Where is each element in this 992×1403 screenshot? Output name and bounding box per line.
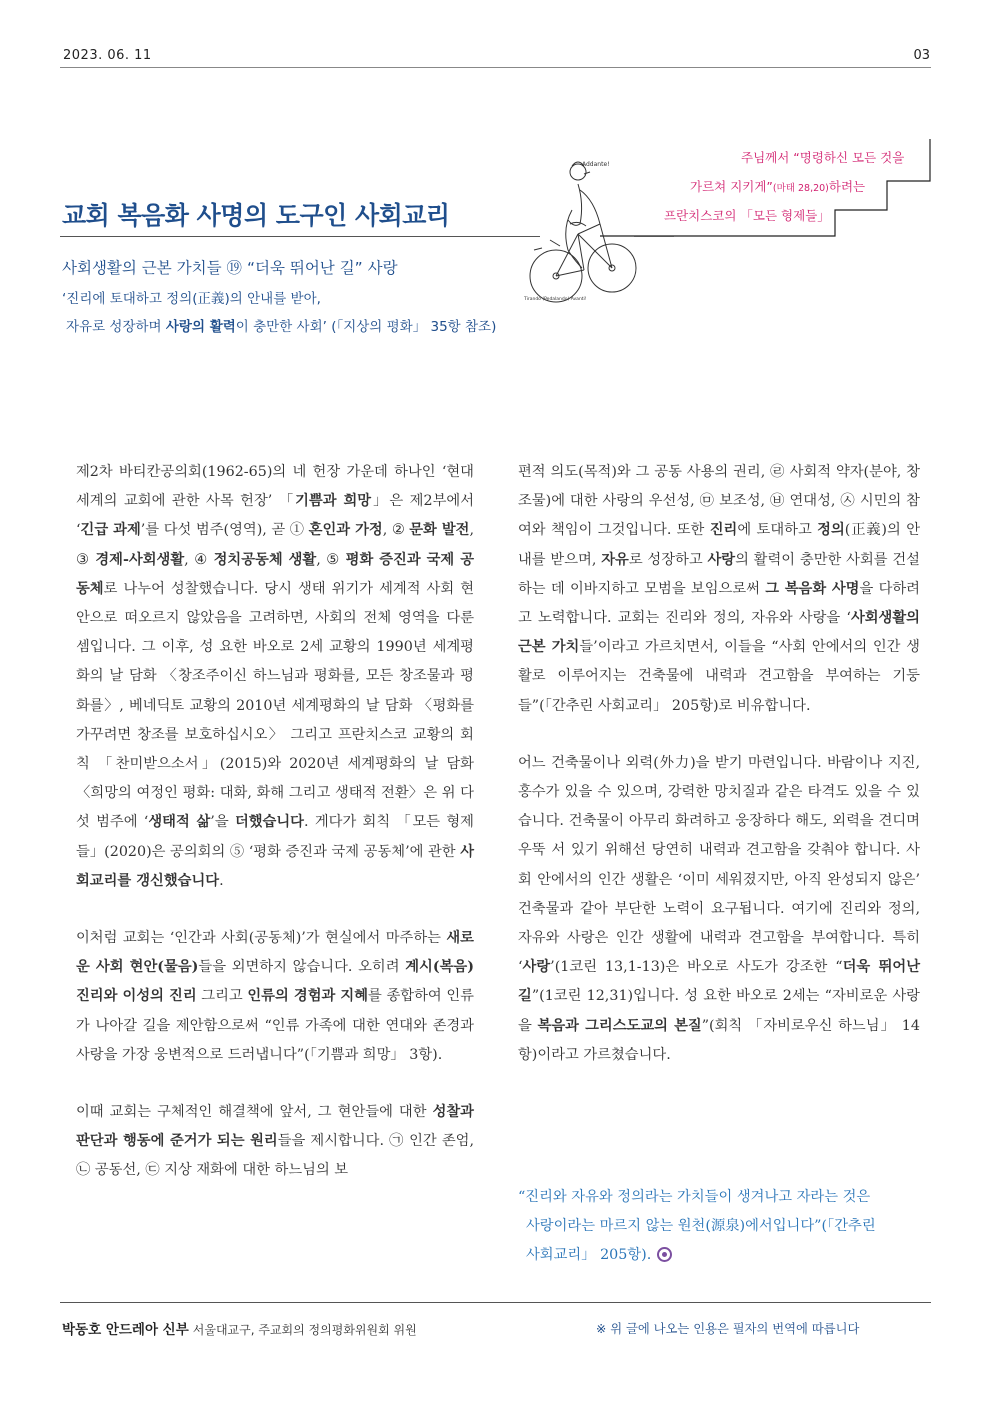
title-rule bbox=[60, 236, 540, 237]
lead-quote-line1: ‘진리에 토대하고 정의(正義)의 안내를 받아, bbox=[62, 291, 321, 307]
paragraph: 어느 건축물이나 외력(外力)을 받기 마련입니다. 바람이나 지진, 홍수가 있을 수 있으며, 강력한 망치질과 같은 타격도 있을 수 있습니다. 건축물이 아무리 화려하고 웅장하다 해도, 외력을 견디며 우뚝 서 있기 위해선 당연히 내력과 견고함을 갖춰야 합니다. 사회 안에서의 인간 생활은 ‘이미 세워졌지만, 아직 완성되지 않은’ 건축물과 같아 부단한 노력이 요구됩니다. 여기에 진리와 정의, 자유와 사랑은 인간 생활에 내력과 견고함을 부여합니다. 특히 ‘사랑’(1코린 13,1-13)은 바오로 사도가 강조한 “더욱 뛰어난 길”(1코린 12,31)입니다. 성 요한 바오로 2세는 “자비로운 사랑을 복음과 그리스도교의 본질”(회칙 「자비로우신 하느님」 14항)이라고 가르쳤습니다. bbox=[518, 754, 921, 1063]
illustration-label-top: Addante! bbox=[582, 161, 610, 168]
article-subtitle: 사회생활의 근본 가치들 ⑲ “더욱 뛰어난 길” 사랑 bbox=[62, 259, 398, 277]
closing-quote bbox=[518, 1183, 928, 1270]
bottom-rule bbox=[60, 1302, 931, 1303]
body-column-left bbox=[76, 458, 474, 1214]
stair-text-line1: 주님께서 “명령하신 모든 것을 bbox=[741, 150, 905, 165]
closing-quote-line1: “진리와 자유와 정의라는 가치들이 생겨나고 자라는 것은 bbox=[518, 1189, 871, 1205]
issue-date: 2023. 06. 11 bbox=[63, 48, 152, 63]
paragraph: 이때 교회는 구체적인 해결책에 앞서, 그 현안들에 대한 성찰과 판단과 행동에 준거가 되는 원리들을 제시합니다. ㉠ 인간 존엄, ㉡ 공동선, ㉢ 지상 재화에 대한 하느님의 보 bbox=[76, 1104, 474, 1179]
author-credit: 박동호 안드레아 신부 서울대교구, 주교회의 정의평화위원회 위원 bbox=[62, 1322, 417, 1338]
closing-quote-line3: 사회교리」 205항). bbox=[518, 1241, 928, 1270]
end-mark-icon bbox=[657, 1247, 672, 1262]
body-column-right bbox=[518, 458, 920, 1098]
stair-text-line2: 가르쳐 지키게”(마태 28,20)하려는 bbox=[690, 179, 866, 194]
paragraph: 이처럼 교회는 ‘인간과 사회(공동체)’가 현실에서 마주하는 새로운 사회 현안(물음)들을 외면하지 않습니다. 오히려 계시(복음) 진리와 이성의 진리 그리고 인류의 경험과 지혜를 종합하여 인류가 나아갈 길을 제안함으로써 “인류 가족에 대한 연대와 존경과 사랑을 가장 웅변적으로 드러냅니다”(「기쁨과 희망」 3항). bbox=[76, 930, 474, 1063]
paragraph: 제2차 바티칸공의회(1962-65)의 네 헌장 가운데 하나인 ‘현대 세계의 교회에 관한 사목 헌장’ 「기쁨과 희망」은 제2부에서 ‘긴급 과제’를 다섯 범주(영역), 곧 ① 혼인과 가정, ② 문화 발전, ③ 경제-사회생활, ④ 정치공동체 생활, ⑤ 평화 증진과 국제 공동체로 나누어 성찰했습니다. 당시 생태 위기가 세계적 사회 현안으로 떠오르지 않았음을 고려하면, 사회의 전체 영역을 다룬 셈입니다. 그 이후, 성 요한 바오로 2세 교황의 1990년 세계평화의 날 담화 〈창조주이신 하느님과 평화를, 모든 창조물과 평화를〉, 베네딕토 교황의 2010년 세계평화의 날 담화 〈평화를 가꾸려면 창조를 보호하십시오〉 그리고 프란치스코 교황의 회칙 「찬미받으소서」(2015)와 2020년 세계평화의 날 담화 〈희망의 여정인 평화: 대화, 화해 그리고 생태적 전환〉은 위 다섯 범주에 ‘생태적 삶’을 더했습니다. 게다가 회칙 「모든 형제들」(2020)은 공의회의 ⑤ ‘평화 증진과 국제 공동체’에 관한 사회교리를 갱신했습니다. bbox=[76, 464, 475, 889]
lead-quote-line2: 자유로 성장하며 사랑의 활력이 충만한 사회’ (「지상의 평화」 35항 참조) bbox=[66, 319, 497, 335]
article-title: 교회 복음화 사명의 도구인 사회교리 bbox=[62, 201, 450, 230]
illustration-label-bottom: Tirando (Pedalando) Avanti! bbox=[524, 297, 587, 302]
translation-note: ※ 위 글에 나오는 인용은 필자의 번역에 따릅니다 bbox=[596, 1322, 860, 1336]
title-rule-right bbox=[634, 236, 674, 237]
paragraph: 편적 의도(목적)와 그 공동 사용의 권리, ㉣ 사회적 약자(분야, 창조물)에 대한 사랑의 우선성, ㉤ 보조성, ㉥ 연대성, ㉦ 시민의 참여와 책임이 그것입니다. 또한 진리에 토대하고 정의(正義)의 안내를 받으며, 자유로 성장하고 사랑의 활력이 충만한 사회를 건설하는 데 이바지하고 모범을 보임으로써 그 복음화 사명을 다하려고 노력합니다. 교회는 진리와 정의, 자유와 사랑을 ‘사회생활의 근본 가치들’이라고 가르치면서, 이들을 “사회 안에서의 인간 생활로 이루어지는 건축물에 내력과 견고함을 부여하는 기둥들”(「간추린 사회교리」 205항)로 비유합니다. bbox=[518, 464, 920, 714]
closing-quote-line2: 사랑이라는 마르지 않는 원천(源泉)에서입니다”(「간추린 bbox=[526, 1218, 876, 1234]
stair-text-line3: 프란치스코의 「모든 형제들」 bbox=[664, 208, 830, 223]
page-number: 03 bbox=[913, 48, 930, 63]
cyclist-illustration bbox=[520, 150, 640, 320]
top-rule bbox=[60, 67, 931, 68]
